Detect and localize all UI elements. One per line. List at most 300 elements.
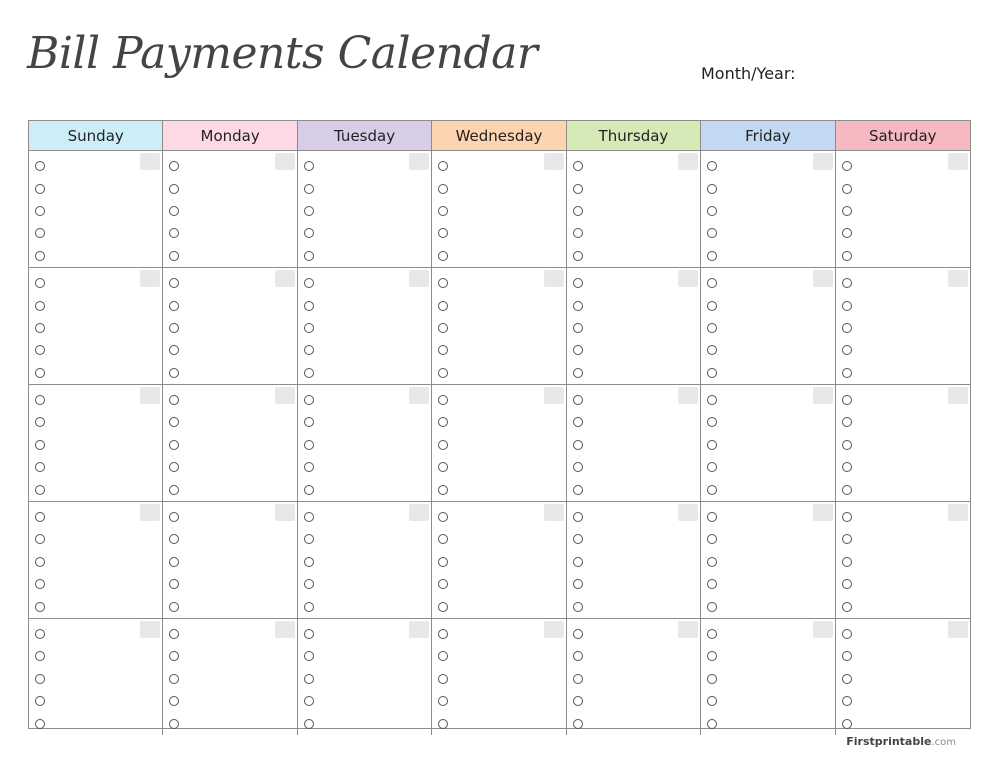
day-cell[interactable]	[567, 151, 701, 268]
checkbox-circle-icon[interactable]	[573, 579, 583, 589]
bill-checklist-item[interactable]	[842, 245, 970, 267]
checkbox-circle-icon[interactable]	[707, 651, 717, 661]
bill-checklist-item[interactable]	[35, 595, 162, 617]
checkbox-circle-icon[interactable]	[304, 323, 314, 333]
date-number-box[interactable]	[140, 153, 160, 170]
bill-checklist-item[interactable]	[35, 528, 162, 550]
checkbox-circle-icon[interactable]	[438, 485, 448, 495]
checkbox-circle-icon[interactable]	[842, 440, 852, 450]
checkbox-circle-icon[interactable]	[573, 417, 583, 427]
day-cell[interactable]	[836, 385, 970, 502]
checkbox-circle-icon[interactable]	[438, 161, 448, 171]
bill-checklist-item[interactable]	[304, 177, 431, 199]
checkbox-circle-icon[interactable]	[35, 651, 45, 661]
bill-checklist-item[interactable]	[573, 434, 700, 456]
date-number-box[interactable]	[813, 153, 833, 170]
date-number-box[interactable]	[948, 387, 968, 404]
checkbox-circle-icon[interactable]	[842, 417, 852, 427]
checkbox-circle-icon[interactable]	[169, 485, 179, 495]
checkbox-circle-icon[interactable]	[304, 440, 314, 450]
day-cell[interactable]	[29, 268, 163, 385]
checkbox-circle-icon[interactable]	[304, 345, 314, 355]
checkbox-circle-icon[interactable]	[707, 417, 717, 427]
checkbox-circle-icon[interactable]	[438, 579, 448, 589]
date-number-box[interactable]	[948, 504, 968, 521]
bill-checklist-item[interactable]	[573, 551, 700, 573]
bill-checklist-item[interactable]	[842, 528, 970, 550]
checkbox-circle-icon[interactable]	[438, 368, 448, 378]
bill-checklist-item[interactable]	[35, 434, 162, 456]
bill-checklist-item[interactable]	[438, 317, 565, 339]
day-cell[interactable]	[298, 619, 432, 735]
checkbox-circle-icon[interactable]	[169, 278, 179, 288]
checkbox-circle-icon[interactable]	[35, 440, 45, 450]
bill-checklist-item[interactable]	[304, 245, 431, 267]
checkbox-circle-icon[interactable]	[35, 512, 45, 522]
checkbox-circle-icon[interactable]	[438, 719, 448, 729]
bill-checklist-item[interactable]	[842, 456, 970, 478]
bill-checklist-item[interactable]	[707, 317, 834, 339]
day-cell[interactable]	[701, 151, 835, 268]
checkbox-circle-icon[interactable]	[707, 696, 717, 706]
checkbox-circle-icon[interactable]	[707, 206, 717, 216]
bill-checklist-item[interactable]	[169, 668, 296, 690]
checkbox-circle-icon[interactable]	[35, 696, 45, 706]
checkbox-circle-icon[interactable]	[707, 251, 717, 261]
checkbox-circle-icon[interactable]	[573, 602, 583, 612]
checkbox-circle-icon[interactable]	[573, 651, 583, 661]
checkbox-circle-icon[interactable]	[842, 674, 852, 684]
date-number-box[interactable]	[948, 621, 968, 638]
checkbox-circle-icon[interactable]	[438, 323, 448, 333]
date-number-box[interactable]	[813, 621, 833, 638]
checkbox-circle-icon[interactable]	[304, 184, 314, 194]
bill-checklist-item[interactable]	[35, 362, 162, 384]
day-cell[interactable]	[432, 619, 566, 735]
day-cell[interactable]	[432, 268, 566, 385]
bill-checklist-item[interactable]	[842, 595, 970, 617]
bill-checklist-item[interactable]	[169, 200, 296, 222]
bill-checklist-item[interactable]	[707, 245, 834, 267]
checkbox-circle-icon[interactable]	[573, 161, 583, 171]
date-number-box[interactable]	[544, 387, 564, 404]
checkbox-circle-icon[interactable]	[304, 719, 314, 729]
day-cell[interactable]	[567, 619, 701, 735]
checkbox-circle-icon[interactable]	[438, 512, 448, 522]
bill-checklist-item[interactable]	[438, 573, 565, 595]
checkbox-circle-icon[interactable]	[169, 674, 179, 684]
checkbox-circle-icon[interactable]	[707, 278, 717, 288]
checkbox-circle-icon[interactable]	[35, 557, 45, 567]
bill-checklist-item[interactable]	[573, 200, 700, 222]
checkbox-circle-icon[interactable]	[304, 417, 314, 427]
bill-checklist-item[interactable]	[573, 317, 700, 339]
checkbox-circle-icon[interactable]	[169, 602, 179, 612]
date-number-box[interactable]	[678, 387, 698, 404]
checkbox-circle-icon[interactable]	[35, 719, 45, 729]
date-number-box[interactable]	[140, 621, 160, 638]
checkbox-circle-icon[interactable]	[35, 278, 45, 288]
checkbox-circle-icon[interactable]	[35, 368, 45, 378]
checkbox-circle-icon[interactable]	[842, 206, 852, 216]
bill-checklist-item[interactable]	[304, 362, 431, 384]
date-number-box[interactable]	[544, 504, 564, 521]
bill-checklist-item[interactable]	[304, 222, 431, 244]
bill-checklist-item[interactable]	[35, 690, 162, 712]
bill-checklist-item[interactable]	[842, 551, 970, 573]
checkbox-circle-icon[interactable]	[842, 368, 852, 378]
bill-checklist-item[interactable]	[707, 573, 834, 595]
bill-checklist-item[interactable]	[438, 528, 565, 550]
checkbox-circle-icon[interactable]	[707, 368, 717, 378]
bill-checklist-item[interactable]	[707, 595, 834, 617]
bill-checklist-item[interactable]	[842, 690, 970, 712]
checkbox-circle-icon[interactable]	[842, 485, 852, 495]
bill-checklist-item[interactable]	[169, 712, 296, 734]
bill-checklist-item[interactable]	[169, 478, 296, 500]
bill-checklist-item[interactable]	[573, 339, 700, 361]
checkbox-circle-icon[interactable]	[35, 602, 45, 612]
bill-checklist-item[interactable]	[438, 434, 565, 456]
bill-checklist-item[interactable]	[438, 595, 565, 617]
bill-checklist-item[interactable]	[35, 573, 162, 595]
bill-checklist-item[interactable]	[438, 200, 565, 222]
bill-checklist-item[interactable]	[35, 245, 162, 267]
checkbox-circle-icon[interactable]	[842, 278, 852, 288]
checkbox-circle-icon[interactable]	[573, 485, 583, 495]
day-cell[interactable]	[298, 502, 432, 619]
bill-checklist-item[interactable]	[842, 222, 970, 244]
date-number-box[interactable]	[409, 621, 429, 638]
date-number-box[interactable]	[275, 270, 295, 287]
checkbox-circle-icon[interactable]	[304, 395, 314, 405]
checkbox-circle-icon[interactable]	[573, 368, 583, 378]
checkbox-circle-icon[interactable]	[169, 184, 179, 194]
bill-checklist-item[interactable]	[35, 177, 162, 199]
bill-checklist-item[interactable]	[169, 411, 296, 433]
date-number-box[interactable]	[678, 504, 698, 521]
bill-checklist-item[interactable]	[304, 668, 431, 690]
checkbox-circle-icon[interactable]	[35, 161, 45, 171]
date-number-box[interactable]	[813, 387, 833, 404]
day-cell[interactable]	[29, 151, 163, 268]
bill-checklist-item[interactable]	[35, 712, 162, 734]
checkbox-circle-icon[interactable]	[304, 462, 314, 472]
bill-checklist-item[interactable]	[304, 434, 431, 456]
date-number-box[interactable]	[544, 153, 564, 170]
checkbox-circle-icon[interactable]	[707, 629, 717, 639]
bill-checklist-item[interactable]	[169, 645, 296, 667]
checkbox-circle-icon[interactable]	[707, 579, 717, 589]
bill-checklist-item[interactable]	[304, 339, 431, 361]
checkbox-circle-icon[interactable]	[169, 228, 179, 238]
bill-checklist-item[interactable]	[438, 478, 565, 500]
checkbox-circle-icon[interactable]	[438, 557, 448, 567]
checkbox-circle-icon[interactable]	[169, 440, 179, 450]
checkbox-circle-icon[interactable]	[304, 161, 314, 171]
checkbox-circle-icon[interactable]	[438, 629, 448, 639]
bill-checklist-item[interactable]	[169, 177, 296, 199]
bill-checklist-item[interactable]	[304, 551, 431, 573]
date-number-box[interactable]	[409, 387, 429, 404]
checkbox-circle-icon[interactable]	[573, 696, 583, 706]
checkbox-circle-icon[interactable]	[169, 629, 179, 639]
bill-checklist-item[interactable]	[842, 294, 970, 316]
bill-checklist-item[interactable]	[35, 200, 162, 222]
checkbox-circle-icon[interactable]	[304, 651, 314, 661]
checkbox-circle-icon[interactable]	[35, 184, 45, 194]
checkbox-circle-icon[interactable]	[842, 719, 852, 729]
bill-checklist-item[interactable]	[842, 434, 970, 456]
day-cell[interactable]	[29, 619, 163, 735]
date-number-box[interactable]	[544, 621, 564, 638]
bill-checklist-item[interactable]	[304, 712, 431, 734]
bill-checklist-item[interactable]	[707, 200, 834, 222]
checkbox-circle-icon[interactable]	[842, 228, 852, 238]
checkbox-circle-icon[interactable]	[169, 417, 179, 427]
date-number-box[interactable]	[140, 270, 160, 287]
checkbox-circle-icon[interactable]	[35, 301, 45, 311]
day-cell[interactable]	[836, 268, 970, 385]
bill-checklist-item[interactable]	[707, 645, 834, 667]
checkbox-circle-icon[interactable]	[573, 629, 583, 639]
bill-checklist-item[interactable]	[304, 456, 431, 478]
bill-checklist-item[interactable]	[169, 362, 296, 384]
bill-checklist-item[interactable]	[573, 573, 700, 595]
checkbox-circle-icon[interactable]	[438, 534, 448, 544]
bill-checklist-item[interactable]	[842, 712, 970, 734]
checkbox-circle-icon[interactable]	[707, 161, 717, 171]
checkbox-circle-icon[interactable]	[304, 228, 314, 238]
bill-checklist-item[interactable]	[169, 245, 296, 267]
checkbox-circle-icon[interactable]	[842, 323, 852, 333]
date-number-box[interactable]	[678, 621, 698, 638]
date-number-box[interactable]	[948, 153, 968, 170]
bill-checklist-item[interactable]	[35, 411, 162, 433]
checkbox-circle-icon[interactable]	[573, 345, 583, 355]
bill-checklist-item[interactable]	[707, 339, 834, 361]
day-cell[interactable]	[163, 268, 297, 385]
bill-checklist-item[interactable]	[438, 712, 565, 734]
bill-checklist-item[interactable]	[842, 339, 970, 361]
bill-checklist-item[interactable]	[169, 294, 296, 316]
checkbox-circle-icon[interactable]	[304, 629, 314, 639]
bill-checklist-item[interactable]	[438, 362, 565, 384]
checkbox-circle-icon[interactable]	[304, 557, 314, 567]
checkbox-circle-icon[interactable]	[35, 579, 45, 589]
checkbox-circle-icon[interactable]	[169, 719, 179, 729]
bill-checklist-item[interactable]	[573, 294, 700, 316]
day-cell[interactable]	[432, 151, 566, 268]
checkbox-circle-icon[interactable]	[573, 395, 583, 405]
checkbox-circle-icon[interactable]	[304, 301, 314, 311]
checkbox-circle-icon[interactable]	[573, 719, 583, 729]
checkbox-circle-icon[interactable]	[35, 674, 45, 684]
checkbox-circle-icon[interactable]	[842, 557, 852, 567]
date-number-box[interactable]	[409, 270, 429, 287]
checkbox-circle-icon[interactable]	[438, 228, 448, 238]
checkbox-circle-icon[interactable]	[35, 395, 45, 405]
checkbox-circle-icon[interactable]	[35, 485, 45, 495]
bill-checklist-item[interactable]	[438, 222, 565, 244]
date-number-box[interactable]	[813, 270, 833, 287]
checkbox-circle-icon[interactable]	[35, 417, 45, 427]
bill-checklist-item[interactable]	[842, 478, 970, 500]
day-cell[interactable]	[163, 385, 297, 502]
day-cell[interactable]	[701, 385, 835, 502]
bill-checklist-item[interactable]	[573, 362, 700, 384]
bill-checklist-item[interactable]	[573, 712, 700, 734]
checkbox-circle-icon[interactable]	[842, 629, 852, 639]
date-number-box[interactable]	[275, 504, 295, 521]
checkbox-circle-icon[interactable]	[842, 301, 852, 311]
bill-checklist-item[interactable]	[573, 456, 700, 478]
day-cell[interactable]	[567, 502, 701, 619]
bill-checklist-item[interactable]	[35, 478, 162, 500]
date-number-box[interactable]	[275, 153, 295, 170]
bill-checklist-item[interactable]	[35, 317, 162, 339]
checkbox-circle-icon[interactable]	[707, 228, 717, 238]
checkbox-circle-icon[interactable]	[304, 512, 314, 522]
checkbox-circle-icon[interactable]	[707, 485, 717, 495]
checkbox-circle-icon[interactable]	[573, 184, 583, 194]
checkbox-circle-icon[interactable]	[573, 206, 583, 216]
checkbox-circle-icon[interactable]	[304, 206, 314, 216]
checkbox-circle-icon[interactable]	[842, 651, 852, 661]
bill-checklist-item[interactable]	[842, 362, 970, 384]
bill-checklist-item[interactable]	[573, 245, 700, 267]
checkbox-circle-icon[interactable]	[842, 512, 852, 522]
day-cell[interactable]	[836, 619, 970, 735]
bill-checklist-item[interactable]	[438, 690, 565, 712]
bill-checklist-item[interactable]	[438, 645, 565, 667]
bill-checklist-item[interactable]	[169, 339, 296, 361]
bill-checklist-item[interactable]	[304, 200, 431, 222]
checkbox-circle-icon[interactable]	[169, 301, 179, 311]
checkbox-circle-icon[interactable]	[438, 206, 448, 216]
day-cell[interactable]	[701, 619, 835, 735]
checkbox-circle-icon[interactable]	[304, 251, 314, 261]
day-cell[interactable]	[701, 502, 835, 619]
bill-checklist-item[interactable]	[35, 645, 162, 667]
checkbox-circle-icon[interactable]	[573, 323, 583, 333]
day-cell[interactable]	[701, 268, 835, 385]
checkbox-circle-icon[interactable]	[438, 462, 448, 472]
checkbox-circle-icon[interactable]	[169, 534, 179, 544]
checkbox-circle-icon[interactable]	[438, 440, 448, 450]
checkbox-circle-icon[interactable]	[304, 696, 314, 706]
checkbox-circle-icon[interactable]	[438, 251, 448, 261]
bill-checklist-item[interactable]	[707, 456, 834, 478]
checkbox-circle-icon[interactable]	[35, 345, 45, 355]
checkbox-circle-icon[interactable]	[169, 368, 179, 378]
date-number-box[interactable]	[813, 504, 833, 521]
bill-checklist-item[interactable]	[35, 222, 162, 244]
bill-checklist-item[interactable]	[35, 551, 162, 573]
checkbox-circle-icon[interactable]	[304, 368, 314, 378]
checkbox-circle-icon[interactable]	[842, 251, 852, 261]
bill-checklist-item[interactable]	[573, 668, 700, 690]
checkbox-circle-icon[interactable]	[304, 674, 314, 684]
checkbox-circle-icon[interactable]	[304, 485, 314, 495]
day-cell[interactable]	[29, 502, 163, 619]
checkbox-circle-icon[interactable]	[573, 440, 583, 450]
bill-checklist-item[interactable]	[707, 712, 834, 734]
checkbox-circle-icon[interactable]	[35, 462, 45, 472]
checkbox-circle-icon[interactable]	[842, 184, 852, 194]
bill-checklist-item[interactable]	[842, 573, 970, 595]
checkbox-circle-icon[interactable]	[573, 251, 583, 261]
day-cell[interactable]	[836, 502, 970, 619]
date-number-box[interactable]	[678, 270, 698, 287]
checkbox-circle-icon[interactable]	[169, 161, 179, 171]
checkbox-circle-icon[interactable]	[35, 323, 45, 333]
checkbox-circle-icon[interactable]	[573, 301, 583, 311]
checkbox-circle-icon[interactable]	[438, 417, 448, 427]
checkbox-circle-icon[interactable]	[707, 184, 717, 194]
checkbox-circle-icon[interactable]	[707, 512, 717, 522]
bill-checklist-item[interactable]	[842, 317, 970, 339]
bill-checklist-item[interactable]	[169, 317, 296, 339]
checkbox-circle-icon[interactable]	[707, 345, 717, 355]
checkbox-circle-icon[interactable]	[35, 206, 45, 216]
bill-checklist-item[interactable]	[573, 595, 700, 617]
day-cell[interactable]	[163, 502, 297, 619]
bill-checklist-item[interactable]	[35, 294, 162, 316]
checkbox-circle-icon[interactable]	[573, 228, 583, 238]
bill-checklist-item[interactable]	[304, 573, 431, 595]
checkbox-circle-icon[interactable]	[573, 557, 583, 567]
bill-checklist-item[interactable]	[707, 551, 834, 573]
bill-checklist-item[interactable]	[438, 294, 565, 316]
checkbox-circle-icon[interactable]	[438, 345, 448, 355]
checkbox-circle-icon[interactable]	[707, 674, 717, 684]
checkbox-circle-icon[interactable]	[707, 323, 717, 333]
date-number-box[interactable]	[678, 153, 698, 170]
bill-checklist-item[interactable]	[438, 339, 565, 361]
bill-checklist-item[interactable]	[169, 434, 296, 456]
bill-checklist-item[interactable]	[35, 668, 162, 690]
bill-checklist-item[interactable]	[304, 294, 431, 316]
bill-checklist-item[interactable]	[438, 411, 565, 433]
checkbox-circle-icon[interactable]	[707, 301, 717, 311]
checkbox-circle-icon[interactable]	[842, 696, 852, 706]
checkbox-circle-icon[interactable]	[573, 512, 583, 522]
checkbox-circle-icon[interactable]	[169, 696, 179, 706]
date-number-box[interactable]	[275, 621, 295, 638]
checkbox-circle-icon[interactable]	[842, 534, 852, 544]
checkbox-circle-icon[interactable]	[707, 719, 717, 729]
checkbox-circle-icon[interactable]	[573, 462, 583, 472]
checkbox-circle-icon[interactable]	[707, 462, 717, 472]
bill-checklist-item[interactable]	[438, 245, 565, 267]
checkbox-circle-icon[interactable]	[438, 278, 448, 288]
day-cell[interactable]	[298, 151, 432, 268]
checkbox-circle-icon[interactable]	[438, 651, 448, 661]
bill-checklist-item[interactable]	[707, 478, 834, 500]
bill-checklist-item[interactable]	[169, 528, 296, 550]
bill-checklist-item[interactable]	[169, 690, 296, 712]
checkbox-circle-icon[interactable]	[438, 395, 448, 405]
bill-checklist-item[interactable]	[707, 222, 834, 244]
checkbox-circle-icon[interactable]	[573, 534, 583, 544]
checkbox-circle-icon[interactable]	[573, 278, 583, 288]
bill-checklist-item[interactable]	[304, 411, 431, 433]
checkbox-circle-icon[interactable]	[842, 579, 852, 589]
bill-checklist-item[interactable]	[304, 528, 431, 550]
bill-checklist-item[interactable]	[707, 362, 834, 384]
checkbox-circle-icon[interactable]	[169, 251, 179, 261]
